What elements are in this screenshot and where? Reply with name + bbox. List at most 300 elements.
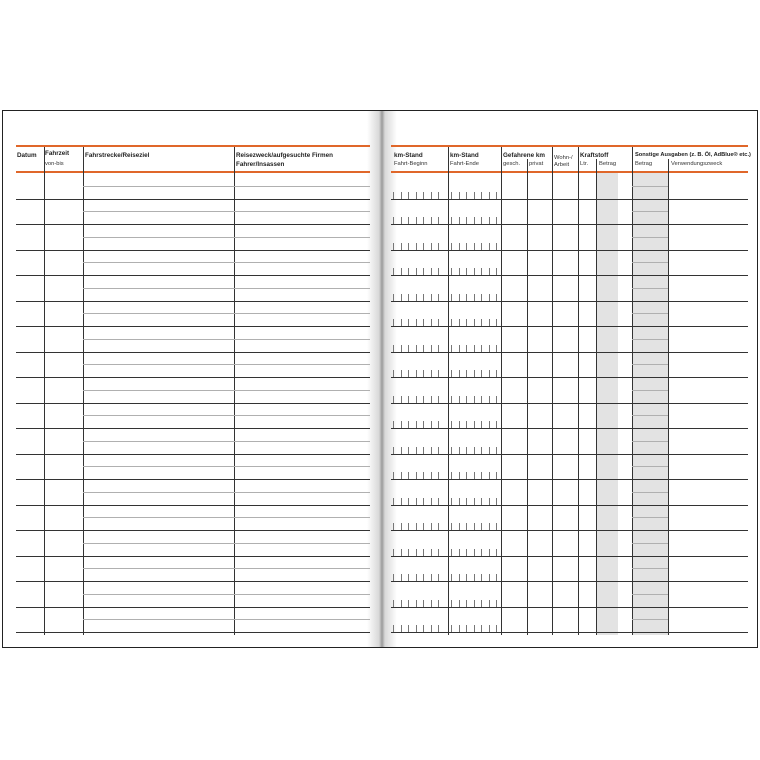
odometer-digit-tick [481, 396, 482, 403]
col-divider-reisezweck [234, 147, 235, 635]
right-row-rule [391, 352, 748, 353]
left-row-rule [16, 581, 370, 582]
odometer-digit-tick [474, 319, 475, 326]
right-row-midrule [632, 568, 668, 569]
odometer-digit-tick [401, 217, 402, 224]
right-row-rule [391, 428, 748, 429]
odometer-digit-tick [408, 472, 409, 479]
odometer-digit-tick [489, 447, 490, 454]
odometer-digit-tick [496, 472, 497, 479]
odometer-digit-tick [393, 396, 394, 403]
header-fahrstrecke: Fahrstrecke/Reiseziel [85, 152, 150, 159]
odometer-digit-tick [393, 523, 394, 530]
right-row-rule [391, 326, 748, 327]
left-row-rule [16, 454, 370, 455]
odometer-digit-tick [438, 472, 439, 479]
left-row-midrule [83, 594, 370, 595]
odometer-digit-tick [459, 523, 460, 530]
odometer-digit-tick [401, 447, 402, 454]
odometer-digit-tick [401, 549, 402, 556]
odometer-digit-tick [438, 574, 439, 581]
odometer-digit-tick [408, 549, 409, 556]
odometer-digit-tick [408, 421, 409, 428]
odometer-digit-tick [459, 396, 460, 403]
col-divider-privat [527, 159, 528, 635]
odometer-digit-tick [431, 192, 432, 199]
odometer-digit-tick [466, 370, 467, 377]
right-row-midrule [632, 339, 668, 340]
odometer-digit-tick [423, 319, 424, 326]
odometer-digit-tick [423, 421, 424, 428]
left-row-midrule [83, 237, 370, 238]
odometer-digit-tick [481, 294, 482, 301]
odometer-digit-tick [451, 192, 452, 199]
right-row-midrule [632, 619, 668, 620]
odometer-digit-tick [466, 294, 467, 301]
odometer-digit-tick [416, 268, 417, 275]
left-row-midrule [83, 568, 370, 569]
left-row-rule [16, 403, 370, 404]
odometer-digit-tick [474, 421, 475, 428]
right-row-midrule [632, 237, 668, 238]
odometer-digit-tick [459, 600, 460, 607]
odometer-digit-tick [489, 498, 490, 505]
odometer-digit-tick [481, 447, 482, 454]
odometer-digit-tick [451, 472, 452, 479]
odometer-digit-tick [416, 421, 417, 428]
odometer-digit-tick [423, 549, 424, 556]
logbook-spread [2, 110, 758, 648]
odometer-digit-tick [416, 294, 417, 301]
left-row-rule [16, 556, 370, 557]
odometer-digit-tick [408, 523, 409, 530]
odometer-digit-tick [496, 217, 497, 224]
left-row-midrule [83, 619, 370, 620]
odometer-digit-tick [438, 370, 439, 377]
odometer-digit-tick [451, 498, 452, 505]
odometer-digit-tick [459, 192, 460, 199]
odometer-digit-tick [481, 421, 482, 428]
header-gesch: gesch. [503, 161, 521, 167]
right-row-midrule [632, 594, 668, 595]
odometer-digit-tick [489, 294, 490, 301]
odometer-digit-tick [466, 523, 467, 530]
odometer-digit-tick [393, 472, 394, 479]
left-row-rule [16, 505, 370, 506]
odometer-digit-tick [466, 319, 467, 326]
odometer-digit-tick [451, 523, 452, 530]
col-divider-betrag-kraftstoff [596, 159, 597, 635]
odometer-digit-tick [393, 447, 394, 454]
header-privat: privat [529, 161, 544, 167]
odometer-digit-tick [451, 319, 452, 326]
left-row-rule [16, 428, 370, 429]
odometer-digit-tick [423, 243, 424, 250]
odometer-digit-tick [431, 498, 432, 505]
odometer-digit-tick [401, 421, 402, 428]
odometer-digit-tick [459, 319, 460, 326]
odometer-digit-tick [416, 625, 417, 632]
odometer-digit-tick [438, 600, 439, 607]
odometer-digit-tick [451, 447, 452, 454]
right-row-midrule [632, 492, 668, 493]
odometer-digit-tick [489, 549, 490, 556]
header-km-stand-beginn: km-Stand [394, 152, 423, 159]
odometer-digit-tick [474, 549, 475, 556]
odometer-digit-tick [431, 370, 432, 377]
odometer-digit-tick [489, 625, 490, 632]
right-row-rule [391, 530, 748, 531]
col-divider-fahrstrecke [83, 147, 84, 635]
odometer-digit-tick [451, 268, 452, 275]
odometer-digit-tick [416, 319, 417, 326]
odometer-digit-tick [489, 192, 490, 199]
left-row-midrule [83, 364, 370, 365]
right-row-midrule [632, 211, 668, 212]
odometer-digit-tick [466, 447, 467, 454]
odometer-digit-tick [408, 498, 409, 505]
odometer-digit-tick [481, 243, 482, 250]
odometer-digit-tick [474, 192, 475, 199]
odometer-digit-tick [451, 217, 452, 224]
col-divider-km-ende [448, 147, 449, 635]
odometer-digit-tick [438, 243, 439, 250]
odometer-digit-tick [474, 600, 475, 607]
odometer-digit-tick [416, 472, 417, 479]
shade-betrag-kraftstoff [596, 173, 618, 635]
odometer-digit-tick [459, 370, 460, 377]
odometer-digit-tick [416, 345, 417, 352]
left-row-midrule [83, 339, 370, 340]
odometer-digit-tick [451, 294, 452, 301]
odometer-digit-tick [408, 192, 409, 199]
odometer-digit-tick [459, 268, 460, 275]
odometer-digit-tick [393, 294, 394, 301]
odometer-digit-tick [489, 370, 490, 377]
odometer-digit-tick [401, 345, 402, 352]
odometer-digit-tick [474, 472, 475, 479]
right-row-rule [391, 301, 748, 302]
odometer-digit-tick [438, 396, 439, 403]
odometer-digit-tick [393, 192, 394, 199]
odometer-digit-tick [451, 574, 452, 581]
odometer-digit-tick [459, 574, 460, 581]
odometer-digit-tick [489, 523, 490, 530]
left-row-midrule [83, 288, 370, 289]
odometer-digit-tick [408, 319, 409, 326]
odometer-digit-tick [496, 574, 497, 581]
left-row-rule [16, 377, 370, 378]
left-row-midrule [83, 441, 370, 442]
odometer-digit-tick [408, 268, 409, 275]
odometer-digit-tick [489, 574, 490, 581]
odometer-digit-tick [474, 268, 475, 275]
odometer-digit-tick [416, 523, 417, 530]
odometer-digit-tick [416, 600, 417, 607]
odometer-digit-tick [423, 447, 424, 454]
odometer-digit-tick [481, 600, 482, 607]
odometer-digit-tick [496, 370, 497, 377]
odometer-digit-tick [431, 294, 432, 301]
odometer-digit-tick [451, 396, 452, 403]
odometer-digit-tick [474, 345, 475, 352]
odometer-digit-tick [431, 447, 432, 454]
odometer-digit-tick [496, 396, 497, 403]
odometer-digit-tick [431, 625, 432, 632]
right-row-midrule [632, 441, 668, 442]
odometer-digit-tick [431, 549, 432, 556]
header-arbeit: Arbeit [554, 162, 570, 168]
odometer-digit-tick [489, 472, 490, 479]
odometer-digit-tick [496, 319, 497, 326]
left-row-midrule [83, 492, 370, 493]
right-row-midrule [632, 517, 668, 518]
odometer-digit-tick [496, 625, 497, 632]
odometer-digit-tick [431, 319, 432, 326]
odometer-digit-tick [459, 294, 460, 301]
left-row-rule [16, 199, 370, 200]
odometer-digit-tick [416, 498, 417, 505]
header-wohn: Wohn-/ [554, 155, 573, 161]
odometer-digit-tick [496, 243, 497, 250]
odometer-digit-tick [481, 625, 482, 632]
left-row-rule [16, 326, 370, 327]
odometer-digit-tick [431, 268, 432, 275]
odometer-digit-tick [431, 574, 432, 581]
left-row-rule [16, 530, 370, 531]
odometer-digit-tick [459, 447, 460, 454]
odometer-digit-tick [459, 217, 460, 224]
odometer-digit-tick [401, 472, 402, 479]
odometer-digit-tick [408, 243, 409, 250]
odometer-digit-tick [431, 421, 432, 428]
odometer-digit-tick [416, 243, 417, 250]
odometer-digit-tick [481, 268, 482, 275]
odometer-digit-tick [474, 294, 475, 301]
odometer-digit-tick [481, 217, 482, 224]
right-row-midrule [632, 288, 668, 289]
odometer-digit-tick [474, 498, 475, 505]
odometer-digit-tick [489, 421, 490, 428]
odometer-digit-tick [466, 268, 467, 275]
odometer-digit-tick [489, 396, 490, 403]
odometer-digit-tick [474, 396, 475, 403]
header-fahrzeit: Fahrzeit [45, 150, 70, 157]
odometer-digit-tick [489, 600, 490, 607]
odometer-digit-tick [431, 345, 432, 352]
odometer-digit-tick [481, 574, 482, 581]
odometer-digit-tick [408, 345, 409, 352]
left-row-rule [16, 301, 370, 302]
header-sonstige: Sonstige Ausgaben (z. B. Öl, AdBlue® etc.) [635, 152, 751, 158]
odometer-digit-tick [438, 217, 439, 224]
odometer-digit-tick [401, 319, 402, 326]
odometer-digit-tick [459, 243, 460, 250]
odometer-digit-tick [481, 319, 482, 326]
odometer-digit-tick [438, 294, 439, 301]
odometer-digit-tick [451, 370, 452, 377]
odometer-digit-tick [459, 625, 460, 632]
right-row-rule [391, 250, 748, 251]
left-row-rule [16, 479, 370, 480]
odometer-digit-tick [438, 549, 439, 556]
odometer-digit-tick [451, 625, 452, 632]
header-verwendungszweck: Verwendungszweck [671, 161, 723, 167]
col-divider-wohn [552, 147, 553, 635]
odometer-digit-tick [423, 472, 424, 479]
odometer-digit-tick [401, 396, 402, 403]
header-kraftstoff: Kraftstoff [580, 152, 609, 159]
odometer-digit-tick [438, 523, 439, 530]
odometer-digit-tick [408, 600, 409, 607]
left-row-midrule [83, 313, 370, 314]
odometer-digit-tick [423, 574, 424, 581]
col-divider-fahrzeit [44, 147, 45, 635]
right-row-rule [391, 632, 748, 633]
left-row-midrule [83, 211, 370, 212]
odometer-digit-tick [416, 447, 417, 454]
odometer-digit-tick [481, 472, 482, 479]
odometer-digit-tick [408, 294, 409, 301]
odometer-digit-tick [401, 294, 402, 301]
odometer-digit-tick [451, 549, 452, 556]
header-ltr: Ltr. [580, 161, 589, 167]
odometer-digit-tick [466, 396, 467, 403]
right-row-rule [391, 275, 748, 276]
odometer-digit-tick [408, 370, 409, 377]
odometer-digit-tick [438, 345, 439, 352]
odometer-digit-tick [459, 472, 460, 479]
left-row-midrule [83, 466, 370, 467]
odometer-digit-tick [466, 472, 467, 479]
header-betrag-sonstige: Betrag [635, 161, 653, 167]
odometer-digit-tick [474, 243, 475, 250]
right-row-rule [391, 479, 748, 480]
odometer-digit-tick [466, 574, 467, 581]
odometer-digit-tick [423, 268, 424, 275]
odometer-digit-tick [466, 498, 467, 505]
odometer-digit-tick [431, 396, 432, 403]
odometer-digit-tick [459, 498, 460, 505]
right-row-midrule [632, 543, 668, 544]
right-row-rule [391, 224, 748, 225]
odometer-digit-tick [489, 319, 490, 326]
shade-betrag-sonstige [632, 173, 668, 635]
right-row-midrule [632, 466, 668, 467]
odometer-digit-tick [431, 600, 432, 607]
odometer-digit-tick [393, 600, 394, 607]
left-row-rule [16, 632, 370, 633]
odometer-digit-tick [423, 217, 424, 224]
left-row-rule [16, 352, 370, 353]
right-row-midrule [632, 186, 668, 187]
odometer-digit-tick [416, 370, 417, 377]
odometer-digit-tick [438, 498, 439, 505]
right-page [391, 111, 758, 647]
odometer-digit-tick [489, 243, 490, 250]
odometer-digit-tick [408, 396, 409, 403]
col-divider-gefahrene [501, 147, 502, 635]
odometer-digit-tick [466, 345, 467, 352]
odometer-digit-tick [438, 447, 439, 454]
left-row-midrule [83, 186, 370, 187]
odometer-digit-tick [393, 549, 394, 556]
odometer-digit-tick [466, 421, 467, 428]
odometer-digit-tick [474, 217, 475, 224]
odometer-digit-tick [481, 523, 482, 530]
left-row-midrule [83, 543, 370, 544]
header-fahrt-ende: Fahrt-Ende [450, 161, 479, 167]
header-rule-top [16, 145, 370, 147]
header-fahrt-beginn: Fahrt-Beginn [394, 161, 428, 167]
odometer-digit-tick [438, 625, 439, 632]
header-rule-bottom-right [391, 171, 748, 173]
odometer-digit-tick [431, 217, 432, 224]
odometer-digit-tick [393, 217, 394, 224]
odometer-digit-tick [466, 217, 467, 224]
odometer-digit-tick [496, 345, 497, 352]
header-datum: Datum [17, 152, 37, 159]
left-row-midrule [83, 390, 370, 391]
left-row-rule [16, 224, 370, 225]
odometer-digit-tick [496, 421, 497, 428]
odometer-digit-tick [466, 192, 467, 199]
col-divider-kraftstoff [578, 147, 579, 635]
header-fahrer: Fahrer/Insassen [236, 161, 285, 168]
right-row-rule [391, 454, 748, 455]
odometer-digit-tick [496, 549, 497, 556]
header-km-stand-ende: km-Stand [450, 152, 479, 159]
odometer-digit-tick [423, 523, 424, 530]
odometer-digit-tick [459, 345, 460, 352]
odometer-digit-tick [474, 370, 475, 377]
odometer-digit-tick [423, 370, 424, 377]
right-row-rule [391, 581, 748, 582]
odometer-digit-tick [474, 574, 475, 581]
left-row-midrule [83, 262, 370, 263]
col-divider-verwendungszweck [668, 159, 669, 635]
odometer-digit-tick [438, 421, 439, 428]
odometer-digit-tick [496, 268, 497, 275]
odometer-digit-tick [423, 625, 424, 632]
odometer-digit-tick [416, 549, 417, 556]
left-row-rule [16, 250, 370, 251]
odometer-digit-tick [489, 268, 490, 275]
odometer-digit-tick [431, 472, 432, 479]
left-page [3, 111, 373, 647]
right-row-midrule [632, 415, 668, 416]
odometer-digit-tick [496, 447, 497, 454]
odometer-digit-tick [438, 319, 439, 326]
odometer-digit-tick [481, 370, 482, 377]
right-row-midrule [632, 262, 668, 263]
odometer-digit-tick [408, 625, 409, 632]
odometer-digit-tick [393, 370, 394, 377]
odometer-digit-tick [408, 574, 409, 581]
odometer-digit-tick [466, 625, 467, 632]
odometer-digit-tick [496, 294, 497, 301]
odometer-digit-tick [393, 319, 394, 326]
right-row-rule [391, 403, 748, 404]
right-row-midrule [632, 364, 668, 365]
odometer-digit-tick [474, 447, 475, 454]
left-row-midrule [83, 415, 370, 416]
right-row-rule [391, 377, 748, 378]
odometer-digit-tick [393, 243, 394, 250]
odometer-digit-tick [393, 268, 394, 275]
odometer-digit-tick [401, 625, 402, 632]
odometer-digit-tick [416, 217, 417, 224]
